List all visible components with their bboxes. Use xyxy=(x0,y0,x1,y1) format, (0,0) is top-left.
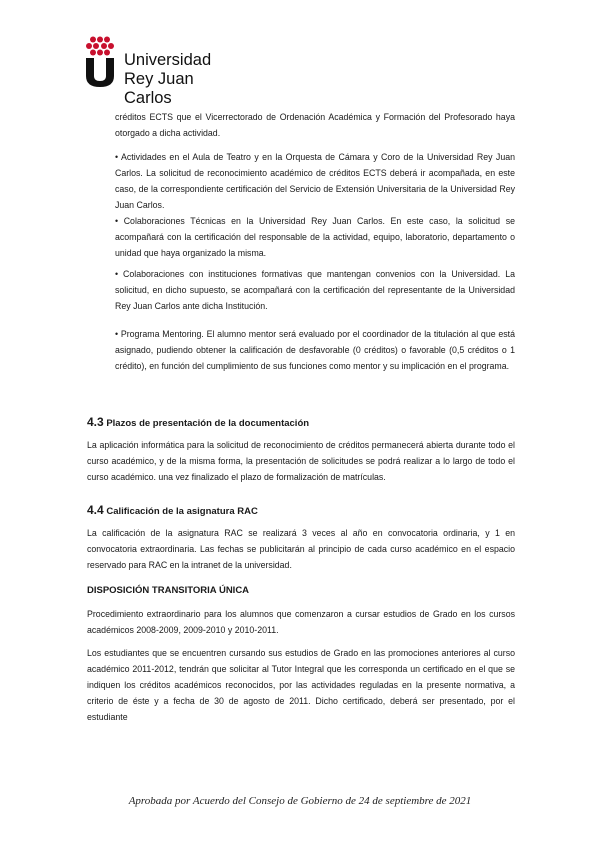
university-logo xyxy=(84,36,244,107)
section-heading-4-4 xyxy=(87,503,258,517)
page-footer: Aprobada por Acuerdo del Consejo de Gobierno de 24 de septiembre de 2021 xyxy=(128,795,472,807)
section-4-4-body: La calificación de la asignatura RAC se realizará 3 veces al año en convocatoria ordinaria, y 1 en convocatoria extraordinaria. Las fechas se publicitarán al principio de cada curso académico en el espacio reservado para RAC en la intranet de la universidad. xyxy=(87,528,515,570)
disposicion-body-2: Los estudiantes que se encuentren cursando sus estudios de Grado en las promociones anteriores al curso académico 2011-2012, tendrán que solicitar al Tutor Integral que les corresponda un certificado en el que se indiquen los créditos académicos reconocidos, por las actividades reguladas en la presente normativa, a criterio de éste y a fecha de 30 de agosto de 2011. Dicho certificado, deberá ser presentado, por el estudiante xyxy=(87,648,515,722)
logo-line-1: Universidad xyxy=(124,51,212,69)
section-heading-4-3 xyxy=(87,415,309,429)
disposicion-body-1: Procedimiento extraordinario para los alumnos que comenzaron a cursar estudios de Grado en los cursos académicos 2008-2009, 2009-2010 y 2010-2011. xyxy=(87,609,515,635)
bullet-programa-mentoring: • Programa Mentoring. El alumno mentor será evaluado por el coordinador de la titulación al que está asignado, pudiendo obtener la calificación de desfavorable (0 créditos) o favorable (0,5 créditos o 1 crédito), en función del cumplimiento de sus funciones como mentor y su implicación en el programa. xyxy=(115,329,515,371)
section-4-3-body: La aplicación informática para la solicitud de reconocimiento de créditos permanecerá abierta durante todo el curso académico, y de la misma forma, la presentación de solicitudes se podrá realizar a lo largo de todo el curso académico. una vez finalizado el plazo de formalización de matrículas. xyxy=(87,440,515,482)
bullet-colaboraciones-tecnicas: • Colaboraciones Técnicas en la Universidad Rey Juan Carlos. En este caso, la solicitud se acompañará con la certificación del responsable de la actividad, equipo, laboratorio, departamento o unidad que haya organizado la misma. xyxy=(115,216,515,258)
bullet-colaboraciones-instituciones: • Colaboraciones con instituciones formativas que mantengan convenios con la Universidad. La solicitud, en dicho supuesto, se acompañará con la certificación del representante de la Universidad Rey Juan Carlos ante dicha Institución. xyxy=(115,269,515,311)
section-title: Plazos de presentación de la documentación xyxy=(106,418,310,429)
bullet-aula-teatro: • Actividades en el Aula de Teatro y en la Orquesta de Cámara y Coro de la Universidad Rey Juan Carlos. La solicitud de reconocimiento académico de créditos ECTS deberá ir acompañada, en este caso, de la correspondiente certificación del Servicio de Extensión Universitaria de la Universidad Rey Juan Carlos. xyxy=(115,152,515,210)
university-name xyxy=(124,51,244,108)
section-title: Calificación de la asignatura RAC xyxy=(106,506,258,517)
urjc-crown-u-icon xyxy=(84,36,116,88)
disposicion-heading: DISPOSICIÓN TRANSITORIA ÚNICA xyxy=(87,585,250,596)
section-number: 4.3 xyxy=(87,415,104,429)
logo-line-2: Rey Juan Carlos xyxy=(124,70,194,107)
paragraph-ects-continuation: créditos ECTS que el Vicerrectorado de Ordenación Académica y Formación del Profesorado haya otorgado a dicha actividad. xyxy=(115,112,515,138)
section-number: 4.4 xyxy=(87,503,104,517)
